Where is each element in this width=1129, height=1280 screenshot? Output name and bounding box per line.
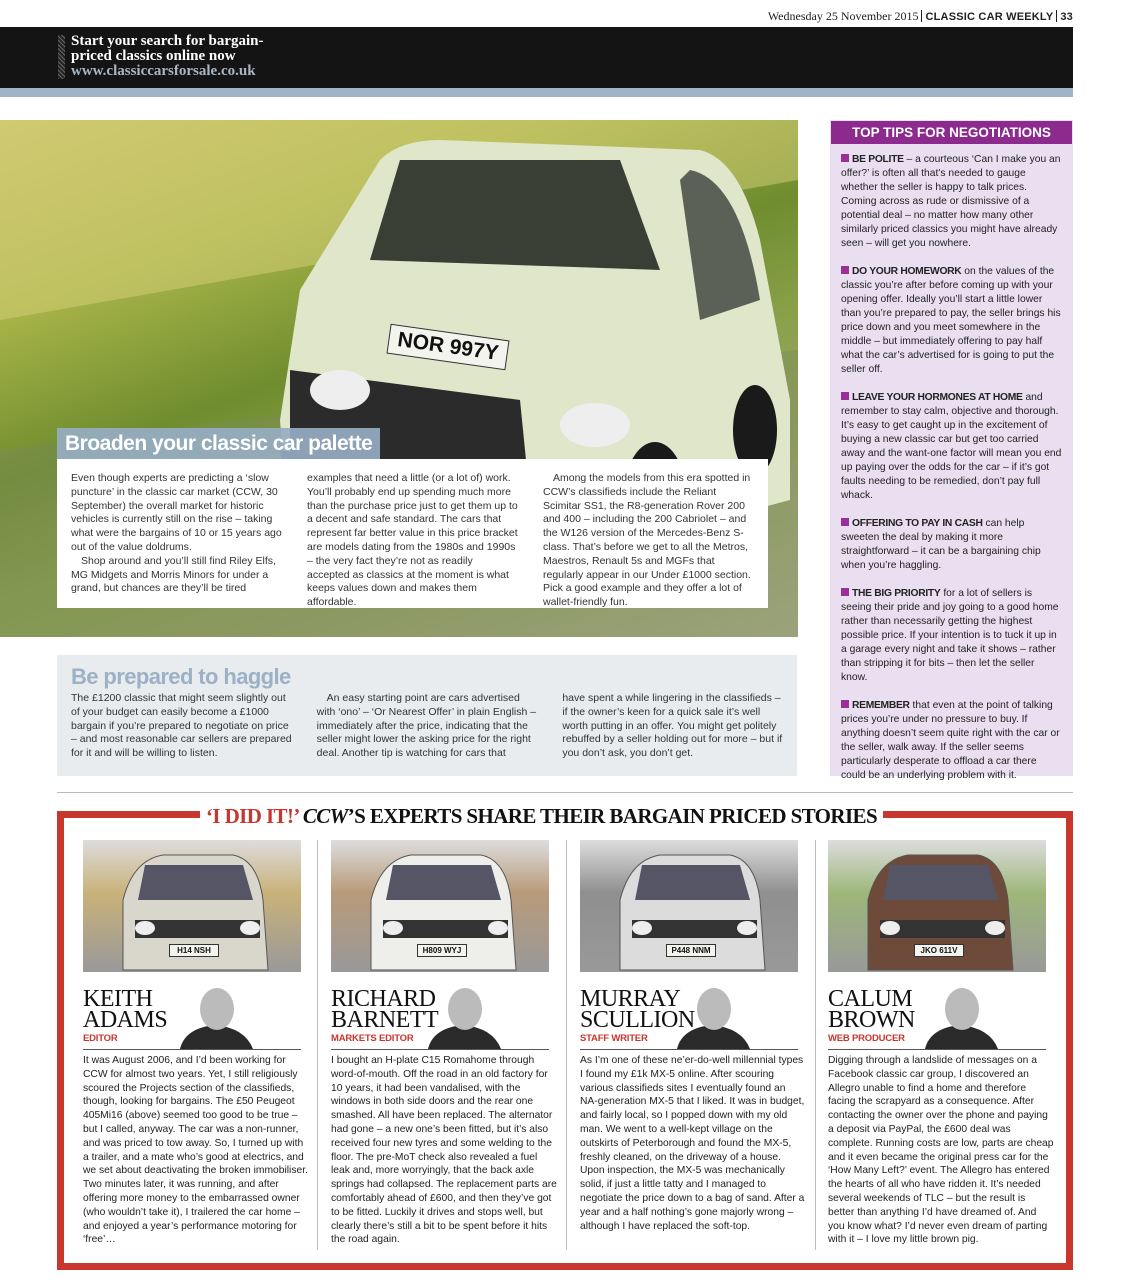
- story-text: As I’m one of these ne’er-do-well millennial types I found my £1k MX-5 online. After scouring various classifieds sites I eventually found an NA-generation MX-5 that I liked. It was in budget, and fairly local, so I popped down with my old man. We went to a well-kept village on the outskirts of Peterborough and found the MX-5, freshly cleaned, on the driveway of a house. Upon inspection, the MX-5 was mechanically solid, if just a little tatty and I managed to negotiate the price down to a bag of sand. After a year and a half nothing’s gone majorly wrong – although I have replaced the soft-top.: [580, 1055, 805, 1232]
- column-divider: [566, 840, 567, 1250]
- tip-text: for a lot of sellers is seeing their pride and joy going to a good home rather than necessarily getting the highest possible price. If your intention is to tuck it up in a garage every night and take it shows – rather than stripping it for bits – then let the seller know.: [841, 588, 1059, 683]
- tip-item: [841, 517, 1062, 573]
- banner-line-1: Start your search for bargain-: [71, 33, 264, 49]
- tip-lead: BE POLITE: [852, 154, 904, 165]
- article-headline: Broaden your classic car palette: [57, 428, 380, 459]
- car-photo: [580, 840, 798, 972]
- tip-lead: DO YOUR HOMEWORK: [852, 266, 962, 277]
- paragraph: Shop around and you’ll still find Riley Elfs, MG Midgets and Morris Minors for under a grand, but chances are they’ll be tired: [71, 554, 276, 595]
- tip-item: [841, 587, 1062, 685]
- intro-column-2: [307, 472, 518, 609]
- haggle-column-2: An easy starting point are cars advertised with ‘ono’ – ‘Or Nearest Offer’ in plain English – immediately after the price, indicating that the seller might lower the asking price for the right deal. Another tip is watching for cars that: [316, 692, 537, 760]
- expert-story: [580, 840, 816, 1250]
- expert-story: [331, 840, 567, 1250]
- tip-item: [841, 153, 1062, 251]
- first-name: CALUM: [828, 986, 913, 1012]
- publication-name: CLASSIC CAR WEEKLY: [925, 11, 1054, 23]
- number-plate: P448 NNM: [666, 944, 716, 957]
- expert-name: [83, 986, 168, 1033]
- haggle-column-1: The £1200 classic that might seem slightly out of your budget can easily become a £1000 bargain if you’re prepared to negotiate on price – and most reasonable car sellers are prepared for it and will be willing to listen.: [71, 692, 292, 760]
- top-tips-sidebar: [830, 120, 1073, 781]
- page-number: 33: [1060, 11, 1073, 23]
- paragraph: Among the models from this era spotted in CCW’s classifieds include the Reliant Scimitar SS1, the R8-generation Rover 200 and 400 – including the 200 Cabriolet – and the W126 version of the Mercedes-Benz S-class. That’s before we get to all the Metros, Maestros, Renault 5s and MGFs that regularly appear in our Under £1000 section. Pick a good example and they offer a lot of wallet-friendly fun.: [543, 472, 751, 609]
- last-name: ADAMS: [83, 1007, 168, 1033]
- story-text: I bought an H-plate C15 Romahome through word-of-mouth. Off the road in an old factory for 10 years, it had been vandalised, with the windows in both side doors and the rear one smashed. All have been replaced. The alternator had gone – a new one’s been fitted, but it’s also received four new tyres and some welding to the floor. The pre-MoT check also revealed a fuel leak and, more worryingly, that the back axle springs had collapsed. The replacement parts are comfortably ahead of £600, and then they’ve got to be fitted. Luckily it drives and stops well, but clearly there’s still a bit to be spent before it hits the road again.: [331, 1055, 557, 1246]
- heading-rest: ’S EXPERTS SHARE THEIR BARGAIN PRICED STORIES: [347, 804, 878, 828]
- last-name: SCULLION: [580, 1007, 695, 1033]
- name-rule: [331, 1049, 549, 1050]
- expert-portrait: [920, 983, 1000, 1049]
- name-rule: [83, 1049, 301, 1050]
- haggle-section: [57, 655, 797, 776]
- banner-stripe: [58, 35, 65, 79]
- expert-story: [828, 840, 1064, 1250]
- last-name: BROWN: [828, 1007, 915, 1033]
- column-divider: [815, 840, 816, 1250]
- intro-column-3: [543, 472, 754, 609]
- banner-url-link[interactable]: www.classiccarsforsale.co.uk: [71, 63, 256, 79]
- tip-item: [841, 699, 1062, 783]
- column-divider: [317, 840, 318, 1250]
- number-plate: NOR 997Y: [386, 324, 509, 370]
- first-name: MURRAY: [580, 986, 681, 1012]
- story-text: Digging through a landslide of messages on a Facebook classic car group, I discovered an Allegro unable to find a home and therefore facing the scrapyard as a consequence. After contacting the owner over the phone and paying a deposit via PayPal, the £600 deal was complete. Running costs are low, parts are cheap and it even became the original press car for the ‘How Many Left?’ event. The Allegro has entered the hearts of all who have ridden it. It’s needed several weekends of TLC – but the result is better than anything I’d have dreamed of. And you know what? I’d never even dream of parting with it – I love my little brown pig.: [828, 1055, 1054, 1246]
- expert-role: WEB PRODUCER: [828, 1033, 905, 1044]
- bullet-square-icon: [841, 266, 849, 274]
- tips-heading: TOP TIPS FOR NEGOTIATIONS: [831, 121, 1072, 144]
- car-photo: [331, 840, 549, 972]
- story-text: It was August 2006, and I’d been working for CCW for almost two years. Yet, I still religiously scoured the Projects section of the classifieds, though, looking for bargains. The £50 Peugeot 405Mi16 (above) seemed too good to be true – but I called, anyway. The car was a non-runner, and was priced to tow away. So, I turned up with a trailer, and a mate who’s good at electrics, and we set about deactivating the broken immobiliser. Two minutes later, it was running, and after offering more money to the embarrassed owner (who wouldn’t take it), I trailered the car home – and enjoyed a year’s performance motoring for ‘free’…: [83, 1055, 308, 1246]
- tip-lead: LEAVE YOUR HORMONES AT HOME: [852, 392, 1023, 403]
- paragraph: Even though experts are predicting a ‘slow puncture’ in the classic car market (CCW, 30 September) the overall market for historic vehicles is currently still on the rise – taking what were the bargains of 10 or 15 years ago out of the value doldrums.: [71, 472, 282, 553]
- page-header: [768, 9, 1073, 24]
- name-rule: [580, 1049, 798, 1050]
- advert-banner[interactable]: [0, 27, 1073, 88]
- expert-name: [828, 986, 915, 1033]
- first-name: KEITH: [83, 986, 153, 1012]
- tip-text: can help sweeten the deal by making it more straightforward – it can be a bargaining chip when you’re haggling.: [841, 518, 1041, 571]
- article-intro: [57, 459, 768, 608]
- banner-underline: [0, 88, 1073, 97]
- expert-role: STAFF WRITER: [580, 1033, 648, 1044]
- stories-heading: [200, 803, 883, 829]
- first-name: RICHARD: [331, 986, 436, 1012]
- tip-lead: REMEMBER: [852, 700, 910, 711]
- heading-red-part: ‘I DID IT!’: [206, 804, 299, 828]
- paragraph: examples that need a little (or a lot of) work. You’ll probably end up spending much more than the purchase price just to get them up to a decent and safe standard. The cars that represent far better value in this price bracket are models dating from the 1980s and 1990s – the very fact they’re not as readily accepted as classics at the moment is what keeps values down and makes them affordable.: [307, 472, 518, 609]
- tip-text: that even at the point of talking prices you’re under no pressure to buy. If anything doesn’t seem quite right with the car or the seller, walk away. If the seller seems particularly desperate to offload a car there could be an underlying problem with it.: [841, 700, 1060, 781]
- tip-text: – a courteous ‘Can I make you an offer?’ is often all that’s needed to gauge whether the seller is happy to talk prices. Coming across as rude or dismissive of a potential deal – no matter how many other similarly priced classics you might have already seen – will get you nowhere.: [841, 154, 1061, 249]
- last-name: BARNETT: [331, 1007, 439, 1033]
- section-divider: [57, 792, 1073, 793]
- car-photo: [828, 840, 1046, 972]
- bullet-square-icon: [841, 588, 849, 596]
- bullet-square-icon: [841, 700, 849, 708]
- tip-lead: OFFERING TO PAY IN CASH: [852, 518, 983, 529]
- expert-role: MARKETS EDITOR: [331, 1033, 414, 1044]
- expert-role: EDITOR: [83, 1033, 118, 1044]
- bullet-square-icon: [841, 518, 849, 526]
- bullet-square-icon: [841, 154, 849, 162]
- number-plate: H809 WYJ: [417, 944, 467, 957]
- name-rule: [828, 1049, 1046, 1050]
- tip-item: [841, 391, 1062, 503]
- expert-portrait: [672, 983, 752, 1049]
- expert-story: [83, 840, 319, 1250]
- tip-text: and remember to stay calm, objective and thorough. It’s easy to get caught up in the excitement of buying a new classic car but get too carried away and the want-one factor will mean you end up paying over the odds for the car – if it’s got faults needing to be remedied, don’t pay full whack.: [841, 392, 1062, 501]
- banner-line-2: priced classics online now: [71, 48, 236, 64]
- tip-text: on the values of the classic you’re after before coming up with your opening offer. Ideally you’ll start a little lower than you’re prepared to pay, the seller brings his price down and you meet somewhere in the middle – but immediately offering to pay half what the car’s advertised for is going to put the seller off.: [841, 266, 1061, 375]
- issue-date: Wednesday 25 November 2015: [767, 9, 919, 23]
- number-plate: H14 NSH: [169, 944, 219, 957]
- tip-lead: THE BIG PRIORITY: [852, 588, 941, 599]
- bullet-square-icon: [841, 392, 849, 400]
- expert-portrait: [423, 983, 503, 1049]
- tip-item: [841, 265, 1062, 377]
- car-photo: [83, 840, 301, 972]
- number-plate: JKO 611V: [914, 944, 964, 957]
- heading-ccw: CCW: [302, 804, 348, 828]
- haggle-column-3: have spent a while lingering in the classifieds – if the owner’s keen for a quick sale it’s well worth putting in an offer. You might get politely rebuffed by a seller holding out for more – but if you don’t ask, you don’t get.: [562, 692, 783, 760]
- expert-portrait: [175, 983, 255, 1049]
- intro-column-1: [71, 472, 282, 595]
- haggle-heading: Be prepared to haggle: [71, 664, 291, 689]
